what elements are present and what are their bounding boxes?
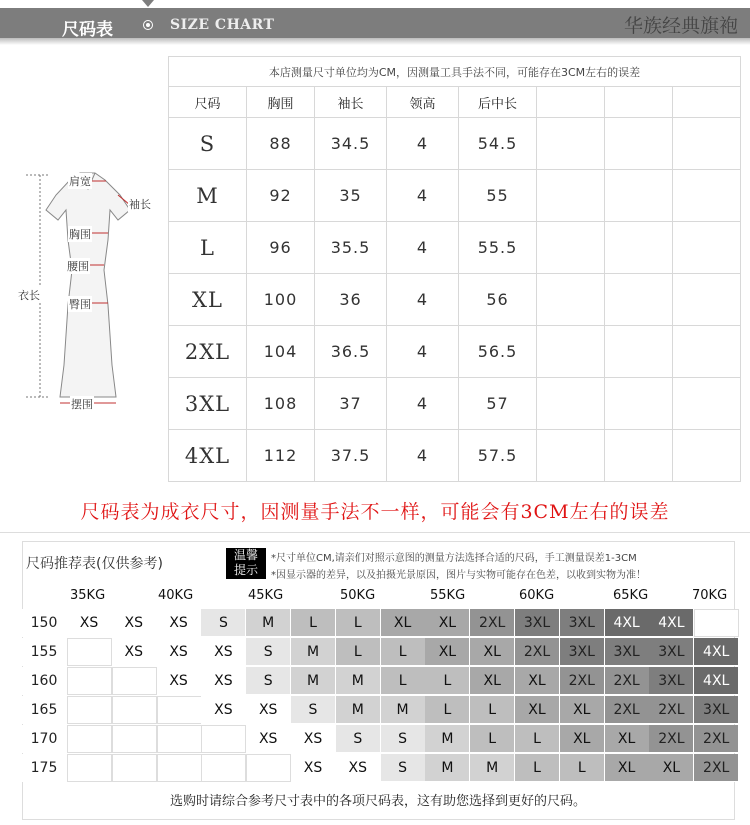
header [0, 0, 750, 44]
size-table-empty-cell [605, 378, 673, 430]
weight-label: 60KG [519, 588, 555, 603]
size-recommend-cell: XS [246, 725, 291, 753]
size-table-empty-cell [605, 87, 673, 118]
size-recommend-cell: XL [560, 696, 605, 724]
weight-label: 65KG [613, 588, 649, 603]
size-recommend-cell: 2XL [649, 696, 694, 724]
size-table-empty-cell [605, 170, 673, 222]
empty-recommend-cell [67, 667, 112, 695]
height-label: 165 [22, 696, 67, 724]
size-recommend-cell: XL [605, 725, 650, 753]
size-recommend-cell: XL [470, 667, 515, 695]
size-recommend-cell: L [470, 725, 515, 753]
size-value-cell: 104 [247, 326, 315, 378]
size-recommend-cell: L [560, 754, 605, 782]
size-recommend-cell: XS [112, 609, 157, 637]
figure-label-shoulder: 肩宽 [69, 175, 91, 188]
size-table-header [169, 87, 741, 118]
empty-recommend-cell [201, 725, 246, 753]
weight-label: 55KG [430, 588, 466, 603]
size-recommend-cell: 3XL [649, 667, 694, 695]
size-recommend-cell: 3XL [605, 638, 650, 666]
weight-label: 40KG [158, 588, 194, 603]
size-recommend-cell: XS [336, 754, 381, 782]
size-recommend-cell: L [381, 667, 426, 695]
size-recommend-cell: 2XL [694, 725, 739, 753]
weight-label: 50KG [340, 588, 376, 603]
size-value-cell: 88 [247, 118, 315, 170]
weight-label: 35KG [70, 588, 106, 603]
size-recommend-cell: XS [157, 609, 202, 637]
size-table-empty-cell [537, 222, 605, 274]
tip-badge [226, 548, 266, 579]
size-recommend-cell: M [470, 754, 515, 782]
size-recommend-cell: S [246, 667, 291, 695]
size-recommend-cell: XS [291, 754, 336, 782]
size-label-cell: 3XL [169, 378, 247, 430]
size-value-cell: 37 [315, 378, 387, 430]
size-table-row [169, 378, 741, 430]
size-recommend-cell: S [381, 754, 426, 782]
size-value-cell: 35 [315, 170, 387, 222]
size-recommend-cell: XS [112, 638, 157, 666]
tip-line: *尺寸单位CM,请亲们对照示意图的测量方法选择合适的尺码，手工测量误差1-3CM [271, 553, 637, 564]
size-error-note: 尺码表为成衣尺寸，因测量手法不一样，可能会有3CM左右的误差 [80, 501, 670, 523]
size-recommend-cell: XS [201, 638, 246, 666]
tip-badge-line: 提示 [233, 563, 258, 577]
empty-recommend-cell [201, 754, 246, 782]
size-value-cell: 36.5 [315, 326, 387, 378]
size-label-cell: 4XL [169, 430, 247, 482]
size-recommend-cell: L [381, 638, 426, 666]
size-recommend-cell: M [291, 667, 336, 695]
empty-recommend-cell [112, 725, 157, 753]
size-recommend-cell: XL [470, 638, 515, 666]
size-recommend-cell: M [425, 754, 470, 782]
weight-label: 70KG [692, 588, 728, 603]
size-recommend-cell: XS [157, 667, 202, 695]
size-table-empty-cell [673, 378, 741, 430]
size-value-cell: 100 [247, 274, 315, 326]
size-value-cell: 54.5 [459, 118, 537, 170]
empty-recommend-cell [67, 754, 112, 782]
size-table-empty-cell [537, 87, 605, 118]
brand-name: 华族经典旗袍 [623, 15, 738, 37]
size-recommend-cell: S [201, 609, 246, 637]
size-recommend-cell: L [291, 609, 336, 637]
dress-measure-figure [0, 165, 170, 415]
size-value-cell: 56.5 [459, 326, 537, 378]
size-table-empty-cell [673, 118, 741, 170]
size-value-cell: 36 [315, 274, 387, 326]
size-value-cell: 55.5 [459, 222, 537, 274]
size-table-empty-cell [673, 430, 741, 482]
height-label: 175 [22, 754, 67, 782]
tip-line: *因显示器的差异，以及拍摄光景原因，图片与实物可能存在色差，以收到实物为准！ [271, 570, 646, 581]
size-recommend-cell: 4XL [605, 609, 650, 637]
size-recommend-cell: 2XL [694, 754, 739, 782]
size-value-cell: 4 [387, 326, 459, 378]
size-recommend-cell: M [291, 638, 336, 666]
height-label: 155 [22, 638, 67, 666]
figure-label-sleeve: 袖长 [129, 198, 151, 211]
size-recommend-cell: XL [381, 609, 426, 637]
empty-recommend-cell [67, 725, 112, 753]
size-label-cell: S [169, 118, 247, 170]
size-table-empty-cell [537, 326, 605, 378]
size-table-row [169, 274, 741, 326]
size-table-row [169, 118, 741, 170]
size-recommend-cell: 2XL [470, 609, 515, 637]
size-table [168, 56, 741, 482]
size-value-cell: 4 [387, 378, 459, 430]
size-recommend-cell: M [336, 696, 381, 724]
size-recommend-cell: L [336, 638, 381, 666]
figure-label-bust: 胸围 [69, 228, 91, 241]
size-table-empty-cell [537, 430, 605, 482]
tip-badge-line: 温馨 [233, 548, 258, 562]
weight-label: 45KG [248, 588, 284, 603]
size-recommend-cell: 3XL [515, 609, 560, 637]
size-recommend-cell: 2XL [605, 696, 650, 724]
size-recommend-cell: L [515, 754, 560, 782]
size-recommend-cell: M [381, 696, 426, 724]
figure-label-waist: 腰围 [67, 260, 89, 273]
figure-label-length: 衣长 [18, 289, 40, 302]
size-recommend-cell: 3XL [694, 696, 739, 724]
size-recommend-cell: 2XL [515, 638, 560, 666]
size-value-cell: 96 [247, 222, 315, 274]
size-recommend-cell: XL [560, 725, 605, 753]
size-table-empty-cell [605, 326, 673, 378]
empty-recommend-cell [67, 638, 112, 666]
size-table-empty-cell [605, 222, 673, 274]
size-value-cell: 56 [459, 274, 537, 326]
empty-recommend-cell [157, 696, 202, 724]
size-recommend-cell: S [291, 696, 336, 724]
size-value-cell: 57 [459, 378, 537, 430]
size-recommend-cell: L [425, 696, 470, 724]
size-table-empty-cell [673, 222, 741, 274]
size-recommend-cell: XL [425, 609, 470, 637]
size-table-row [169, 326, 741, 378]
empty-recommend-cell [694, 609, 739, 637]
size-table-header-cell: 后中长 [459, 87, 537, 118]
size-recommend-cell: L [336, 609, 381, 637]
size-recommend-cell: 4XL [694, 667, 739, 695]
size-recommend-cell: XS [157, 638, 202, 666]
size-value-cell: 34.5 [315, 118, 387, 170]
header-title: 尺码表 [62, 20, 113, 40]
size-table-empty-cell [605, 118, 673, 170]
empty-recommend-cell [246, 754, 291, 782]
size-recommend-cell: M [425, 725, 470, 753]
size-recommend-cell: 3XL [560, 609, 605, 637]
size-value-cell: 4 [387, 274, 459, 326]
empty-recommend-cell [157, 725, 202, 753]
size-recommend-cell: XS [67, 609, 112, 637]
size-table-row [169, 170, 741, 222]
size-table-header-cell: 领高 [387, 87, 459, 118]
size-recommend-cell: XL [649, 754, 694, 782]
size-table-empty-cell [537, 170, 605, 222]
size-table-empty-cell [673, 274, 741, 326]
size-value-cell: 4 [387, 170, 459, 222]
size-recommend-cell: S [246, 638, 291, 666]
size-table-header-cell: 袖长 [315, 87, 387, 118]
figure-label-hem: 摆围 [71, 398, 93, 411]
size-recommend-cell: XS [201, 696, 246, 724]
empty-recommend-cell [112, 754, 157, 782]
size-recommend-cell: M [336, 667, 381, 695]
recommend-title: 尺码推荐表(仅供参考) [26, 556, 163, 572]
size-recommend-cell: M [246, 609, 291, 637]
size-value-cell: 4 [387, 118, 459, 170]
size-recommend-cell: XL [515, 696, 560, 724]
size-value-cell: 57.5 [459, 430, 537, 482]
size-table-header-cell: 尺码 [169, 87, 247, 118]
header-subtitle: SIZE CHART [170, 17, 275, 33]
height-label: 160 [22, 667, 67, 695]
size-recommend-cell: S [381, 725, 426, 753]
size-recommend-cell: XL [425, 638, 470, 666]
size-value-cell: 108 [247, 378, 315, 430]
recommend-footer: 选购时请综合参考尺寸表中的各项尺码表，这有助您选择到更好的尺码。 [169, 794, 586, 809]
size-recommend-cell: 4XL [694, 638, 739, 666]
figure-label-hip: 臀围 [69, 298, 91, 311]
size-table-row [169, 222, 741, 274]
size-value-cell: 35.5 [315, 222, 387, 274]
empty-recommend-cell [112, 696, 157, 724]
circle-dot-icon [143, 20, 153, 30]
size-label-cell: L [169, 222, 247, 274]
size-label-cell: 2XL [169, 326, 247, 378]
size-table-empty-cell [605, 274, 673, 326]
size-value-cell: 4 [387, 222, 459, 274]
size-table-note: 本店测量尺寸单位均为CM，因测量工具手法不同，可能存在3CM左右的误差 [169, 57, 741, 87]
size-table-empty-cell [537, 118, 605, 170]
size-table-empty-cell [673, 87, 741, 118]
size-recommend-cell: XL [605, 754, 650, 782]
size-value-cell: 55 [459, 170, 537, 222]
size-recommend-cell: 2XL [560, 667, 605, 695]
size-recommend-cell: 2XL [605, 667, 650, 695]
size-recommend-cell: 4XL [649, 609, 694, 637]
divider [0, 532, 750, 533]
height-label: 150 [22, 609, 67, 637]
size-value-cell: 4 [387, 430, 459, 482]
header-pointer [142, 0, 154, 7]
size-table-row [169, 430, 741, 482]
size-recommend-cell: L [470, 696, 515, 724]
empty-recommend-cell [67, 696, 112, 724]
size-recommend-cell: L [515, 725, 560, 753]
size-table-empty-cell [537, 378, 605, 430]
size-recommend-cell: 2XL [649, 725, 694, 753]
size-value-cell: 92 [247, 170, 315, 222]
size-recommend-cell: 3XL [560, 638, 605, 666]
size-recommend-cell: XS [246, 696, 291, 724]
size-label-cell: M [169, 170, 247, 222]
size-recommend-cell: XS [201, 667, 246, 695]
size-recommend-cell: XL [515, 667, 560, 695]
size-table-header-cell: 胸围 [247, 87, 315, 118]
size-recommend-cell: XS [291, 725, 336, 753]
size-table-empty-cell [605, 430, 673, 482]
empty-recommend-cell [157, 754, 202, 782]
size-label-cell: XL [169, 274, 247, 326]
size-recommend-cell: 3XL [649, 638, 694, 666]
size-recommend-cell: S [336, 725, 381, 753]
height-label: 170 [22, 725, 67, 753]
size-table-empty-cell [537, 274, 605, 326]
size-recommend-cell: L [425, 667, 470, 695]
size-value-cell: 112 [247, 430, 315, 482]
size-table-empty-cell [673, 170, 741, 222]
empty-recommend-cell [112, 667, 157, 695]
size-table-empty-cell [673, 326, 741, 378]
size-value-cell: 37.5 [315, 430, 387, 482]
